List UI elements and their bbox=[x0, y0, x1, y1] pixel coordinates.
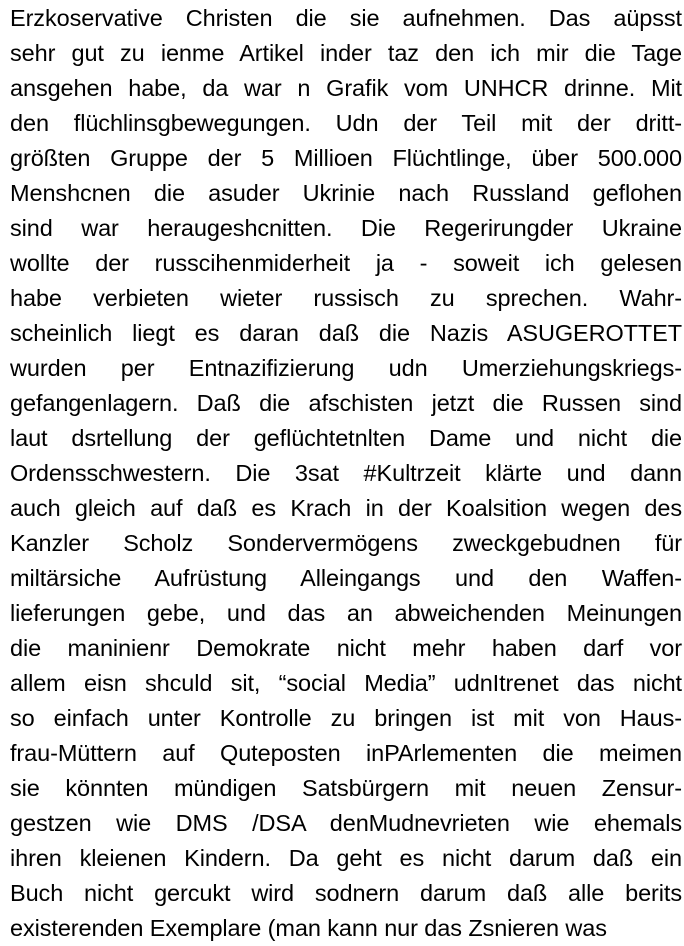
text-line: Menshcnen die asuder Ukrinie nach Russland geflohen bbox=[10, 180, 682, 206]
text-line: lieferungen gebe, und das an abweichenden Meinungen bbox=[10, 600, 682, 626]
text-line: miltärsiche Aufrüstung Alleingangs und den Waffen- bbox=[10, 565, 682, 591]
text-line: frau-Müttern auf Quteposten inPArlementen die meimen bbox=[10, 740, 682, 766]
text-line: Ordensschwestern. Die 3sat #Kultrzeit klärte und dann bbox=[10, 460, 682, 486]
body-text bbox=[10, 1, 682, 946]
text-line: sie könnten mündigen Satsbürgern mit neuen Zensur- bbox=[10, 775, 682, 801]
text-line: sehr gut zu ienme Artikel inder taz den ich mir die Tage bbox=[10, 40, 682, 66]
text-line: laut dsrtellung der geflüchtetnlten Dame und nicht die bbox=[10, 425, 682, 451]
text-line: ansgehen habe, da war n Grafik vom UNHCR drinne. Mit bbox=[10, 75, 682, 101]
text-line: gefangenlagern. Daß die afschisten jetzt die Russen sind bbox=[10, 390, 682, 416]
text-line: Kanzler Scholz Sondervermögens zweckgebudnen für bbox=[10, 530, 682, 556]
text-line: größten Gruppe der 5 Millioen Flüchtlinge, über 500.000 bbox=[10, 145, 682, 171]
text-line: auch gleich auf daß es Krach in der Koalsition wegen des bbox=[10, 495, 682, 521]
text-line: gestzen wie DMS /DSA denMudnevrieten wie ehemals bbox=[10, 810, 682, 836]
text-line: wurden per Entnazifizierung udn Umerziehungskriegs- bbox=[10, 355, 682, 381]
text-line: scheinlich liegt es daran daß die Nazis ASUGEROTTET bbox=[10, 320, 682, 346]
text-line: den flüchlinsgbewegungen. Udn der Teil mit der dritt- bbox=[10, 110, 682, 136]
text-line: Erzkoservative Christen die sie aufnehmen. Das aüpsst bbox=[10, 5, 682, 31]
text-line: existerenden Exemplare (man kann nur das Zsnieren was bbox=[10, 915, 607, 941]
text-line: allem eisn shculd sit, “social Media” udnItrenet das nicht bbox=[10, 670, 682, 696]
text-line: wollte der russcihenmiderheit ja - soweit ich gelesen bbox=[10, 250, 682, 276]
text-line: ihren kleienen Kindern. Da geht es nicht darum daß ein bbox=[10, 845, 682, 871]
text-line: Buch nicht gercukt wird sodnern darum daß alle berits bbox=[10, 880, 682, 906]
text-line: sind war heraugeshcnitten. Die Regerirungder Ukraine bbox=[10, 215, 682, 241]
text-line: habe verbieten wieter russisch zu sprechen. Wahr- bbox=[10, 285, 682, 311]
text-line: die maninienr Demokrate nicht mehr haben darf vor bbox=[10, 635, 682, 661]
text-line: so einfach unter Kontrolle zu bringen ist mit von Haus- bbox=[10, 705, 682, 731]
